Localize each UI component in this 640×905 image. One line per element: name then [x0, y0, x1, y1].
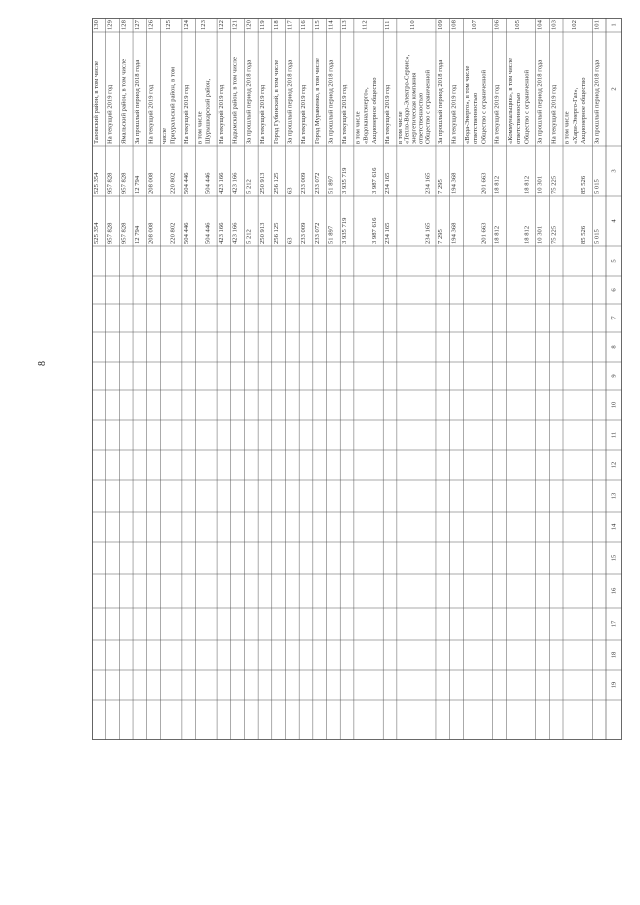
value-col4: 423 166 — [231, 222, 239, 244]
row-description-line: Тазовский район, в том числе — [92, 61, 100, 144]
row-description-line: «Вода-Энерго», в том числе — [464, 65, 472, 144]
row-description-line: в том числе — [354, 111, 362, 144]
value-col4: 194 368 — [450, 222, 458, 244]
value-col3: 7 295 — [436, 179, 444, 194]
value-col4: 504 446 — [204, 222, 212, 244]
row-number: 117 — [286, 20, 294, 30]
row-description-line: За прошлый период 2018 года — [286, 59, 294, 144]
value-col3: 10 301 — [536, 175, 544, 194]
row-number: 106 — [493, 20, 501, 30]
row-description-line: На текущий 2019 год — [450, 84, 458, 144]
value-col3: 85 526 — [579, 175, 587, 194]
row-number: 103 — [550, 20, 558, 30]
value-col4: 51 897 — [327, 225, 335, 244]
row-description-line: На текущий 2019 год — [182, 84, 190, 144]
row-number: 111 — [384, 20, 392, 30]
row-description-line: Шурышкарский район, — [204, 78, 212, 144]
row-number: 125 — [164, 20, 172, 30]
row-description-line: За прошлый период 2018 года — [327, 59, 335, 144]
row-description-line: Общество с ограниченной — [480, 69, 488, 144]
row-description-line: в том числе — [396, 111, 404, 144]
value-col4: 201 663 — [480, 222, 488, 244]
row-number: 129 — [106, 20, 114, 30]
row-description-line: энергетическая компания — [410, 72, 418, 144]
header-number: 1 — [610, 23, 618, 27]
header-number: 5 — [610, 259, 618, 263]
row-description-line: На текущий 2019 год — [259, 84, 267, 144]
header-number: 19 — [610, 681, 618, 689]
header-number: 7 — [610, 316, 618, 320]
value-col4: 75 225 — [550, 225, 558, 244]
row-number: 126 — [147, 20, 155, 30]
row-number: 110 — [408, 20, 416, 30]
row-number: 116 — [300, 20, 308, 30]
row-number: 104 — [536, 20, 544, 30]
value-col3: 12 794 — [134, 175, 142, 194]
row-number: 115 — [313, 20, 321, 30]
row-number: 120 — [245, 20, 253, 30]
value-col3: 201 663 — [480, 172, 488, 194]
row-description-line: На текущий 2019 год — [493, 84, 501, 144]
row-number: 123 — [199, 20, 207, 30]
value-col3: 18 812 — [493, 175, 501, 194]
header-number: 18 — [610, 651, 618, 659]
row-description-line: За прошлый период 2018 года — [536, 59, 544, 144]
row-description-line: в том числе — [563, 111, 571, 144]
row-description-line: «Водоканалэнерго», — [362, 87, 370, 144]
row-number: 124 — [182, 20, 190, 30]
header-number: 6 — [610, 288, 618, 292]
value-col4: 220 802 — [169, 222, 177, 244]
value-col4: 7 295 — [436, 229, 444, 244]
header-number: 14 — [610, 523, 618, 531]
row-number: 130 — [92, 20, 100, 30]
row-description-line: ответственностью — [515, 92, 523, 144]
row-description-line: На текущий 2019 год — [218, 84, 226, 144]
row-description-line: На текущий 2019 год — [384, 84, 392, 144]
value-col4: 208 008 — [147, 222, 155, 244]
value-col4: 85 526 — [579, 225, 587, 244]
page-number: 8 — [37, 361, 48, 366]
value-col4: 423 166 — [218, 222, 226, 244]
row-description-line: «Хари-Энерго-Газ», — [571, 87, 579, 144]
header-number: 17 — [610, 620, 618, 628]
row-description-line: Акционерное общество — [579, 77, 587, 144]
row-description-line: Город Мураменко, в том числе — [313, 58, 321, 144]
value-col3: 220 802 — [169, 172, 177, 194]
value-col3: 525 354 — [92, 172, 100, 194]
value-col4: 525 354 — [92, 222, 100, 244]
value-col3: 3 935 719 — [341, 167, 349, 194]
value-col4: 250 913 — [259, 222, 267, 244]
row-description-line: числе — [161, 128, 169, 144]
row-description-line: На текущий 2019 год — [147, 84, 155, 144]
row-description-line: в том числе — [196, 111, 204, 144]
row-number: 121 — [231, 20, 239, 30]
value-col3: 3 987 616 — [370, 167, 378, 194]
value-col3: 5 015 — [593, 179, 601, 194]
value-col4: 5 212 — [245, 229, 253, 244]
value-col3: 5 212 — [245, 179, 253, 194]
row-description-line: За прошлый период 2018 года — [245, 59, 253, 144]
value-col4: 3 987 616 — [370, 217, 378, 244]
value-col3: 194 368 — [450, 172, 458, 194]
header-number: 16 — [610, 587, 618, 595]
value-col3: 504 446 — [182, 172, 190, 194]
header-number: 4 — [610, 219, 618, 223]
value-col3: 51 897 — [327, 175, 335, 194]
value-col3: 208 008 — [147, 172, 155, 194]
row-number: 122 — [218, 20, 226, 30]
value-col3: 250 913 — [259, 172, 267, 194]
rotated-table — [92, 18, 622, 740]
value-col4: 256 125 — [272, 222, 280, 244]
value-col4: 3 935 719 — [341, 217, 349, 244]
value-col3: 75 225 — [550, 175, 558, 194]
row-number: 114 — [327, 20, 335, 30]
row-description-line: На текущий 2019 год — [106, 84, 114, 144]
row-number: 108 — [450, 20, 458, 30]
row-number: 102 — [570, 20, 578, 30]
row-description-line: На текущий 2019 год — [550, 84, 558, 144]
value-col4: 63 — [286, 237, 294, 244]
value-col3: 957 828 — [120, 172, 128, 194]
row-description-line: На текущий 2019 год — [341, 84, 349, 144]
row-description-line: Общество с ограниченной — [424, 69, 432, 144]
header-number: 9 — [610, 374, 618, 378]
row-number: 119 — [259, 20, 267, 30]
row-description-line: Приуральский район, в том — [169, 66, 177, 144]
row-description-line: ответственностью — [472, 92, 480, 144]
row-number: 118 — [272, 20, 280, 30]
row-number: 127 — [134, 20, 142, 30]
header-number: 12 — [610, 461, 618, 469]
row-number: 128 — [120, 20, 128, 30]
value-col3: 233 072 — [313, 172, 321, 194]
value-col4: 10 301 — [536, 225, 544, 244]
row-number: 107 — [471, 20, 479, 30]
row-description-line: Акционерное общество — [370, 77, 378, 144]
value-col3: 957 828 — [106, 172, 114, 194]
value-col3: 423 166 — [218, 172, 226, 194]
header-number: 10 — [610, 401, 618, 409]
row-number: 112 — [361, 20, 369, 30]
row-number: 109 — [436, 20, 444, 30]
row-number: 105 — [514, 20, 522, 30]
header-number: 2 — [610, 87, 618, 91]
value-col3: 18 812 — [523, 175, 531, 194]
value-col4: 5 015 — [593, 229, 601, 244]
row-number: 113 — [341, 20, 349, 30]
value-col3: 233 009 — [300, 172, 308, 194]
header-number: 3 — [610, 169, 618, 173]
value-col4: 504 446 — [182, 222, 190, 244]
row-description-line: «Тепло-Водо-Электро-Сервис», — [403, 54, 411, 144]
row-description-line: Город Губинский, в том числе — [272, 59, 280, 144]
value-col4: 233 009 — [300, 222, 308, 244]
row-description-line: Общество с ограниченной — [523, 69, 531, 144]
row-description-line: За прошлый период 2018 года — [436, 59, 444, 144]
value-col3: 256 125 — [272, 172, 280, 194]
row-description-line: «Коммунальщик», в том числе — [507, 58, 515, 144]
value-col3: 234 165 — [424, 172, 432, 194]
value-col4: 18 812 — [493, 225, 501, 244]
value-col4: 957 828 — [106, 222, 114, 244]
value-col4: 957 828 — [120, 222, 128, 244]
value-col3: 234 165 — [384, 172, 392, 194]
value-col3: 504 446 — [204, 172, 212, 194]
table-svg — [92, 18, 622, 740]
value-col4: 234 165 — [424, 222, 432, 244]
value-col4: 233 072 — [313, 222, 321, 244]
value-col4: 12 794 — [134, 225, 142, 244]
value-col3: 63 — [286, 187, 294, 194]
row-number: 101 — [593, 20, 601, 30]
row-description-line: Ямальский район, в том числе — [120, 58, 128, 144]
row-description-line: ответственностью — [417, 92, 425, 144]
row-description-line: На текущий 2019 год — [300, 84, 308, 144]
header-number: 11 — [610, 431, 618, 439]
header-number: 13 — [610, 492, 618, 500]
value-col3: 423 166 — [231, 172, 239, 194]
header-number: 8 — [610, 345, 618, 349]
row-description-line: За прошлый период 2018 года — [134, 59, 142, 144]
value-col4: 18 812 — [523, 225, 531, 244]
value-col4: 234 165 — [384, 222, 392, 244]
row-description-line: Надымский район, в том числе — [231, 57, 239, 144]
row-description-line: За прошлый период 2018 года — [593, 59, 601, 144]
header-number: 15 — [610, 554, 618, 562]
